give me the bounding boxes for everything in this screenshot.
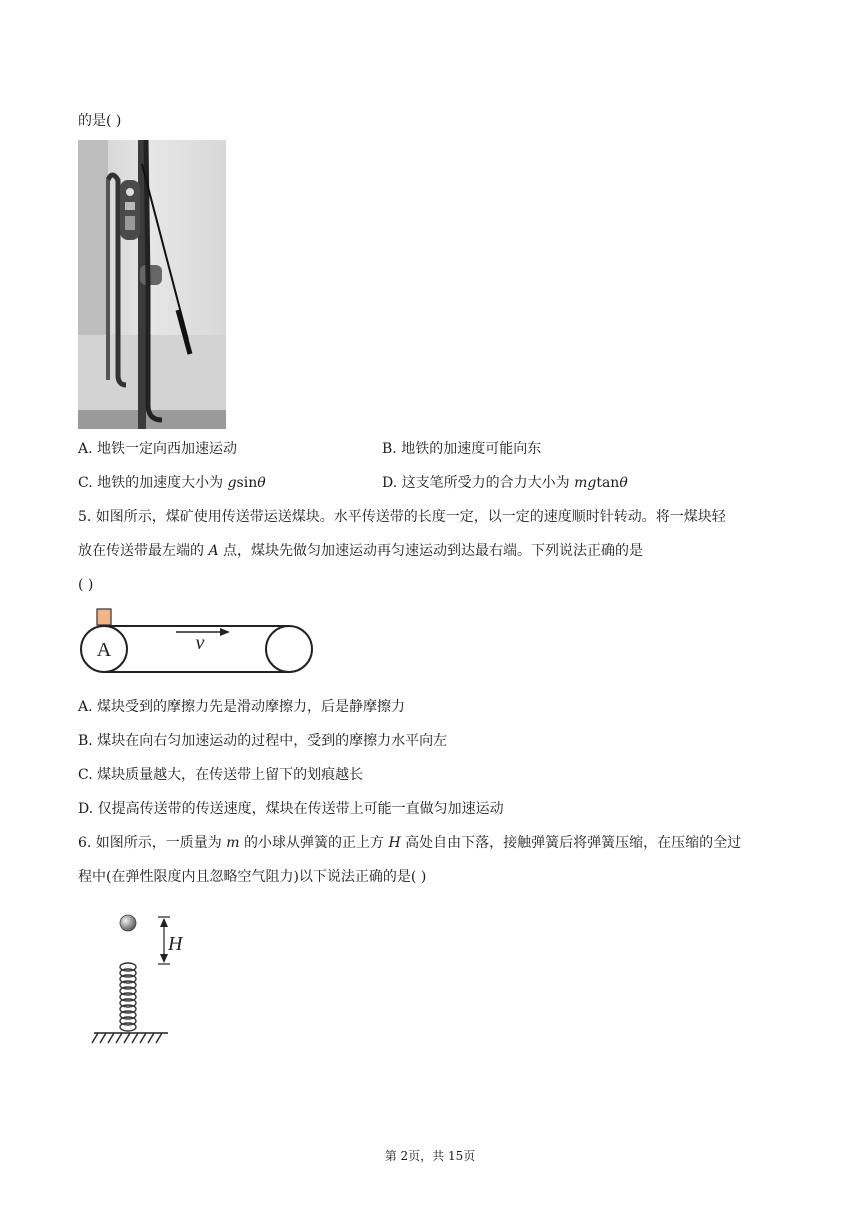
ball <box>120 915 136 931</box>
q4-stem-tail: 的是( ) <box>78 113 122 129</box>
spring <box>120 963 136 1031</box>
page-footer: 第 2页，共 15页 <box>384 1149 476 1163</box>
right-pulley <box>266 626 312 672</box>
subway-pen-photo <box>78 140 226 429</box>
q4-option-c: C. 地铁的加速度大小为 gsinθ <box>78 475 266 491</box>
q5-option-d: D. 仅提高传送带的传送速度，煤块在传送带上可能一直做匀加速运动 <box>78 801 504 817</box>
conveyor-belt-diagram <box>78 607 318 675</box>
height-label: H <box>168 933 183 955</box>
q5-option-a: A. 煤块受到的摩擦力先是滑动摩擦力，后是静摩擦力 <box>78 699 406 715</box>
coal-block <box>97 609 111 625</box>
q4-option-b: B. 地铁的加速度可能向东 <box>382 441 542 457</box>
q5-option-c: C. 煤块质量越大，在传送带上留下的划痕越长 <box>78 767 364 783</box>
q5-answer-paren: ( ) <box>78 577 94 593</box>
q6-stem-line2: 程中(在弹性限度内且忽略空气阻力)以下说法正确的是( ) <box>78 869 427 885</box>
ground <box>92 1033 168 1043</box>
q5-stem-line2: 放在传送带最左端的 A 点，煤块先做匀加速运动再匀速运动到达最右端。下列说法正确的是 <box>78 543 644 559</box>
point-a-label: A <box>96 639 112 661</box>
q5-stem-line1: 5. 如图所示，煤矿使用传送带运送煤块。水平传送带的长度一定，以一定的速度顺时针转动。将一煤块轻 <box>78 509 726 525</box>
q4-option-d: D. 这支笔所受力的合力大小为 mgtanθ <box>382 475 628 491</box>
velocity-label: v <box>195 632 205 654</box>
spring-ball-diagram <box>88 907 198 1052</box>
q4-option-a: A. 地铁一定向西加速运动 <box>78 441 238 457</box>
q6-stem-line1: 6. 如图所示，一质量为 m 的小球从弹簧的正上方 H 高处自由下落，接触弹簧后将弹簧压缩，在压缩的全过 <box>78 835 742 851</box>
q5-option-b: B. 煤块在向右匀加速运动的过程中，受到的摩擦力水平向左 <box>78 733 448 749</box>
